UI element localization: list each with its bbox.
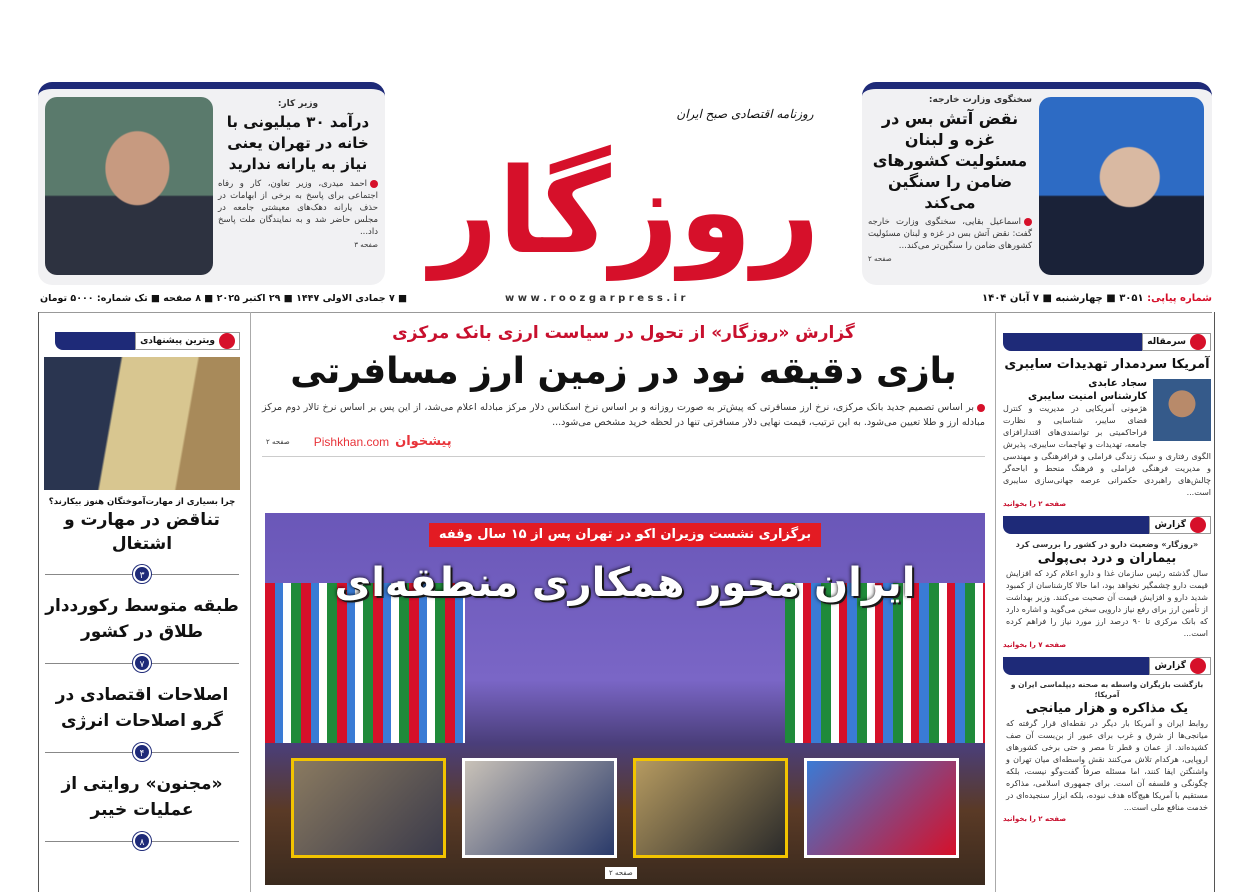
issue-number-date: ۳۰۵۱ ■ چهارشنبه ■ ۷ آبان ۱۴۰۴ (982, 293, 1144, 304)
editorial-content (1003, 377, 1211, 499)
date-price-info: ■ ۷ جمادی الاولی ۱۴۴۷ ■ ۲۹ اکتبر ۲۰۲۵ ■ ۸ صفحه ■ تک شماره: ۵۰۰۰ تومان (40, 293, 408, 304)
section-label: ویترین پیشنهادی (140, 336, 215, 346)
section-bullet-icon (1190, 517, 1206, 533)
report2-body: روابط ایران و آمریکا بار دیگر در نقطه‌ای قرار گرفته که میانجی‌ها از شرق و غرب برای عبور از بن‌بست آن صف کشیده‌اند. از عمان و قطر تا مصر و حتی برخی کشورهای اروپایی، هرکدام تلاش می‌کنند نقش واسطه‌ای میان تهران و واشنگتن ایفا کنند، اما مسئله صرفاً گفت‌وگو نیست، بلکه چگونگی و فلسفه آن است. برای جمهوری اسلامی، مذاکره مستقیم با آمریکا هیچ‌گاه هدف نبوده، بلکه ابزار سنجیده‌ای در خدمت منافع ملی است... (1006, 719, 1208, 812)
top-left-body (218, 178, 378, 238)
top-right-body-text: اسماعیل بقایی، سخنگوی وزارت خارجه گفت: نقض آتش بس در غزه و لبنان مسئولیت کشورهای ضامن را سنگین‌تر می‌کند... (868, 217, 1032, 251)
report1-body: سال گذشته رئیس سازمان غذا و دارو اعلام کرد که افزایش قیمت دارو چشمگیر نخواهد بود، اما حالا کارشناسان از کمبود شدید دارو و افزایش قیمت آن صحبت می‌کنند. وزیر بهداشت از تأمین ارز برای رفع نیاز دارویی سخن می‌گوید و اشاره دارد که بانک مرکزی تا ۹۰ درصد ارز مورد نیاز را فراهم کرده است... (1006, 569, 1208, 638)
top-left-headline[interactable]: درآمد ۳۰ میلیونی با خانه در تهران یعنی نیاز به یارانه ندارید (226, 113, 370, 173)
watermark (314, 434, 452, 450)
top-right-headline[interactable]: نقض آتش بس در غزه و لبنان مسئولیت کشورهای ضامن را سنگین می‌کند (872, 109, 1028, 212)
section-label: گزارش (1154, 520, 1186, 530)
column-divider (38, 312, 39, 892)
editorial-more-link[interactable]: صفحه ۲ را بخوانید (1003, 500, 1067, 508)
photo-page[interactable]: صفحه ۲ (605, 867, 637, 879)
watermark-text: پیشخوان (395, 434, 452, 449)
item-divider (45, 571, 239, 581)
top-right-kicker: سخنگوی وزارت خارجه: (928, 95, 1032, 105)
main-kicker: گزارش «روزگار» از تحول در سیاست ارزی بانک مرکزی (392, 323, 855, 343)
column-divider (1214, 312, 1215, 892)
author-name: سجاد عابدی (1088, 378, 1147, 389)
spokesman-photo (1039, 97, 1204, 275)
top-right-story[interactable] (862, 82, 1212, 285)
top-left-body-text: احمد میدری، وزیر تعاون، کار و رفاه اجتماعی برای پاسخ به برخی از ابهامات در حذف یارانه دهک‌های معیشتی جامعه در مجلس حاضر شد و به نمایندگان ملت پاسخ داد... (218, 179, 378, 237)
inset-photo-3 (633, 758, 788, 858)
main-divider (262, 456, 985, 457)
page-number-badge[interactable]: ۷ (133, 654, 151, 672)
right-column (1003, 333, 1211, 825)
inset-photo-2 (462, 758, 617, 858)
top-left-page[interactable]: صفحه ۳ (354, 241, 378, 249)
section-bullet-icon (219, 333, 235, 349)
page-number-badge[interactable]: ۴ (133, 743, 151, 761)
item-divider (45, 749, 239, 759)
newspaper-logo: روزگار (429, 142, 821, 280)
top-right-page[interactable]: صفحه ۲ (868, 255, 892, 263)
section-header-report (1003, 657, 1211, 675)
issue-info (982, 292, 1212, 306)
author-photo (1153, 379, 1211, 441)
top-left-kicker: وزیر کار: (277, 99, 319, 109)
section-label: سرمقاله (1147, 337, 1186, 347)
inset-photo-1 (291, 758, 446, 858)
photo-banner: برگزاری نشست وزیران اکو در تهران پس از ۱۵ سال وقفه (429, 523, 821, 547)
item-divider (45, 660, 239, 670)
bullet-icon (977, 404, 985, 412)
photo-banner-wrap (265, 523, 985, 547)
item-divider (45, 838, 239, 848)
editorial-body: هژمونی آمریکایی در مدیریت و کنترل فضای سایبر، شناسایی و نظارت فراحاکمیتی بر توانمندی‌های اقتدارافزای جامعه، تهدیدات و تهاجمات سایبری، پذیرش الگوی رفتاری و سبک زندگی فراملی و فرافرهنگی و مهندسی و مدیریت فرهنگی فراملی و فرهنگ منحط و اباحه‌گر چالش‌های راهبردی حکمرانی عرصه جهانی‌سازی سایبری است... (1003, 404, 1211, 497)
report1-kicker: «روزگار» وضعیت دارو در کشور را بررسی کرد (1015, 540, 1199, 549)
masthead-divider (38, 312, 1212, 313)
report2-headline[interactable]: یک مذاکره و هزار میانجی (1025, 701, 1189, 716)
page-number-badge[interactable]: ۸ (133, 832, 151, 850)
photo-story[interactable] (265, 513, 985, 885)
bullet-icon (1024, 218, 1032, 226)
left-item-4-headline[interactable]: «مجنون» روایتی از عملیات خیبر (61, 774, 223, 820)
photo-headline[interactable]: ایران محور همکاری منطقه‌ای (334, 560, 916, 606)
report2-kicker: بازگشت بازیگران واسطه به صحنه دیپلماسی ایران و آمریکا؛ (1010, 680, 1204, 699)
page-number-badge[interactable]: ۳ (133, 565, 151, 583)
column-divider (250, 312, 251, 892)
section-header-report (1003, 516, 1211, 534)
column-divider (995, 312, 996, 892)
top-right-text (868, 95, 1032, 263)
main-body-text: بر اساس تصمیم جدید بانک مرکزی، نرخ ارز مسافرتی که پیش‌تر به صورت روزانه و بر اساس نرخ اسکناس دلار مرکز مبادله اعلام می‌شد، از این پس بر اساس نرخ تالار دوم مرکز مبادله ارز و طلا تعیین می‌شود. به این ترتیب، قیمت نهایی دلار مسافرتی تنها در لحظه خرید مشخص می‌شود... (262, 402, 985, 428)
minister-photo (45, 97, 213, 275)
left-item-1-kicker: چرا بسیاری از مهارت‌آموختگان هنوز بیکارند؟ (48, 497, 236, 507)
section-header-editorial (1003, 333, 1211, 351)
report2-more-link[interactable]: صفحه ۲ را بخوانید (1003, 815, 1067, 823)
editorial-headline[interactable]: آمریکا سردمدار تهدیدات سایبری (1004, 357, 1210, 372)
top-left-story[interactable] (38, 82, 385, 285)
watermark-url: Pishkhan.com (313, 435, 390, 449)
report1-more-link[interactable]: صفحه ۷ را بخوانید (1003, 641, 1067, 649)
top-left-text (218, 99, 378, 249)
main-story (262, 322, 985, 457)
main-footer-row (262, 434, 985, 450)
section-bullet-icon (1190, 658, 1206, 674)
section-bullet-icon (1190, 334, 1206, 350)
website[interactable]: w w w . r o o z g a r p r e s s . i r (505, 293, 686, 304)
workshop-photo (44, 357, 240, 490)
top-right-body (868, 216, 1032, 252)
left-item-1-headline[interactable]: تناقض در مهارت و اشتغال (64, 510, 220, 554)
left-item-3-headline[interactable]: اصلاحات اقتصادی در گرو اصلاحات انرژی (55, 685, 229, 731)
left-column (44, 332, 240, 848)
tagline: روزنامه اقتصادی صبح ایران (676, 107, 814, 121)
bullet-icon (370, 180, 378, 188)
section-label: گزارش (1154, 661, 1186, 671)
report1-headline[interactable]: بیماران و درد بی‌پولی (1037, 551, 1177, 566)
main-page[interactable]: صفحه ۲ (266, 438, 290, 446)
left-item-2-headline[interactable]: طبقه متوسط رکورددار طلاق در کشور (45, 596, 239, 642)
section-header-showcase (55, 332, 240, 350)
issue-label: شماره پیاپی: (1147, 293, 1212, 304)
main-headline[interactable]: بازی دقیقه نود در زمین ارز مسافرتی (290, 351, 957, 392)
main-body (262, 400, 985, 430)
author-title: کارشناس امنیت سایبری (1028, 391, 1147, 402)
inset-photo-4 (804, 758, 959, 858)
